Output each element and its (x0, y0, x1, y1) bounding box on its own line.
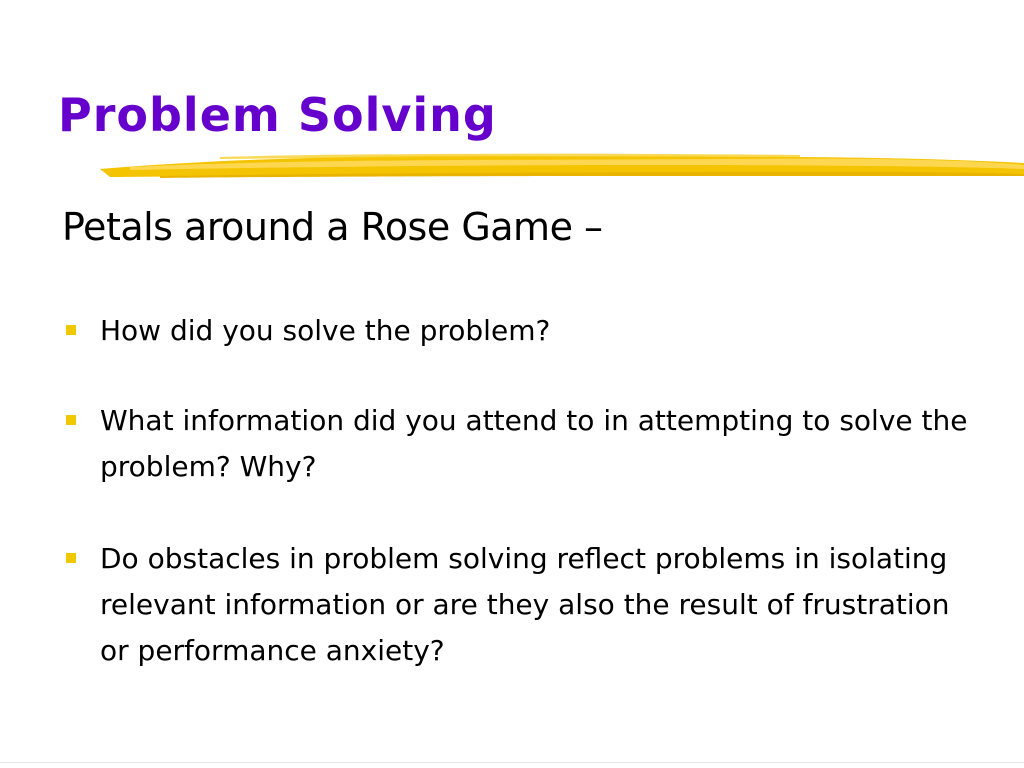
slide-subtitle: Petals around a Rose Game – (62, 205, 603, 249)
bullet-item (100, 308, 980, 354)
square-bullet-icon (66, 415, 76, 425)
bullet-item (100, 398, 980, 490)
bullet-text: Do obstacles in problem solving reflect problems in isolating relevant information or are they also the result of frustration or performance anxiety? (100, 542, 950, 667)
title-underline-brushstroke (100, 147, 1024, 187)
bottom-divider (0, 762, 1024, 763)
slide-title: Problem Solving (58, 88, 497, 142)
square-bullet-icon (66, 325, 76, 335)
bullet-text: What information did you attend to in attempting to solve the problem? Why? (100, 404, 968, 483)
square-bullet-icon (66, 553, 76, 563)
bullet-item (100, 536, 980, 674)
bullet-text: How did you solve the problem? (100, 314, 551, 347)
